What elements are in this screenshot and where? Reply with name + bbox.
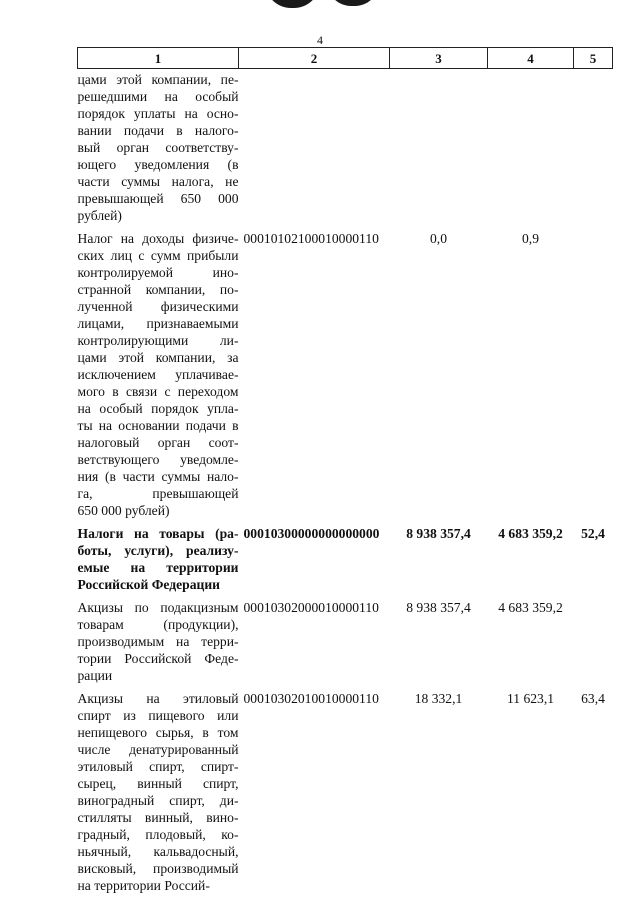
row-name-line: производимым на терри- [77,634,239,649]
row-name-cell [78,688,239,898]
row-name-line: виноградный спирт, ди- [77,793,239,808]
row-value-col3: 8 938 357,4 [406,600,471,615]
row-value-col4: 0,9 [522,231,539,246]
row-name-line: странной компании, по- [77,282,239,297]
row-value-col4: 4 683 359,2 [498,600,563,615]
row-name-line: ты на основании подачи в [77,418,239,433]
row-name-line: этиловый спирт, спирт- [77,759,239,774]
row-name-line: контролируемой ино- [77,265,239,280]
row-name-cell [78,597,239,688]
row-name-line: боты, услуги), реализу- [77,543,239,558]
budget-table [77,47,613,898]
row-name-line: Российской Федерации [77,577,221,592]
row-name-line: ющего уведомления (в [77,157,239,172]
row-name-line: части суммы налога, не [77,174,239,189]
row-code-cell: 00010102100010000110 [243,231,379,246]
top-scan-mark [265,0,380,10]
column-header-3: 3 [390,48,488,69]
row-name-line: лицами, признаваемыми [77,316,239,331]
row-name-line: превышающей 650 000 [77,191,239,206]
row-name-cell [78,523,239,597]
row-name-line: висковый, производимый [77,861,239,876]
row-value-col4: 11 623,1 [506,691,555,706]
row-name-line: Акцизы на этиловый [77,691,239,706]
row-name-line: цами этой компании, за [77,350,239,365]
row-name-line: товарам (продукции), [77,617,239,632]
column-header-2: 2 [239,48,390,69]
row-value-col5: 52,4 [581,526,605,541]
row-name-line: непищевого сырья, в том [77,725,239,740]
row-name-line: ветствующего уведомле- [77,452,239,467]
row-value-col5 [574,228,613,523]
row-value-col4 [488,69,574,229]
row-name-cell [78,69,239,229]
row-name-line: ских лиц с сумм прибыли [77,248,239,263]
row-name-line: Налог на доходы физиче- [77,231,239,246]
row-name-line: га, превышающей [77,486,239,501]
column-header-1: 1 [78,48,239,69]
row-name-line: налоговый орган соот- [77,435,239,450]
row-name-line: мого в связи с переходом [77,384,239,399]
scan-mark-left [265,0,320,8]
table-row [78,228,613,523]
scan-mark-right [327,0,379,6]
row-name-line: числе денатурированный [77,742,239,757]
row-name-line: стилляты винный, вино- [77,810,239,825]
row-name-cell [78,228,239,523]
row-value-col5: 63,4 [581,691,605,706]
row-name-line: исключением уплачивае- [77,367,239,382]
table-body [78,69,613,899]
table-row [78,688,613,898]
row-name-line: сырец, винный спирт, [77,776,239,791]
row-code-cell: 00010300000000000000 [243,526,380,541]
column-header-5: 5 [574,48,613,69]
table-row [78,523,613,597]
row-value-col4: 4 683 359,2 [498,526,563,541]
row-name-line: вании подачи в налого- [77,123,239,138]
row-name-line: на особый порядок упла- [77,401,239,416]
row-name-line: емые на территории [77,560,239,575]
row-value-col3: 0,0 [430,231,447,246]
table-row [78,69,613,229]
row-name-line: вый орган соответству- [77,140,239,155]
row-value-col3: 8 938 357,4 [406,526,471,541]
row-name-line: рации [77,668,113,683]
row-name-line: спирт из пищевого или [77,708,239,723]
row-name-line: лученной физическими [77,299,239,314]
row-value-col3: 18 332,1 [414,691,463,706]
row-code-cell: 00010302000010000110 [243,600,379,615]
row-name-line: контролирующими ли- [77,333,239,348]
row-name-line: цами этой компании, пе- [77,72,239,87]
row-name-line: порядок уплаты на осно- [77,106,239,121]
row-name-line: решедшими на особый [77,89,239,104]
row-name-line: ния (в части суммы нало- [77,469,239,484]
row-name-line: Акцизы по подакцизным [77,600,239,615]
row-value-col5 [574,69,613,229]
row-name-line: Налоги на товары (ра- [77,526,239,541]
column-header-4: 4 [488,48,574,69]
page-number: 4 [317,33,323,47]
row-name-line: градный, плодовый, ко- [77,827,239,842]
header-row [78,48,613,69]
row-code-cell [239,69,390,229]
row-value-col5 [574,597,613,688]
table-row [78,597,613,688]
row-name-line: рублей) [77,208,122,223]
row-name-line: 650 000 рублей) [77,503,170,518]
row-name-line: на территории Россий- [77,878,210,893]
row-name-line: тории Российской Феде- [77,651,239,666]
row-name-line: ньячный, кальвадосный, [77,844,239,859]
row-code-cell: 00010302010010000110 [243,691,379,706]
row-value-col3 [390,69,488,229]
